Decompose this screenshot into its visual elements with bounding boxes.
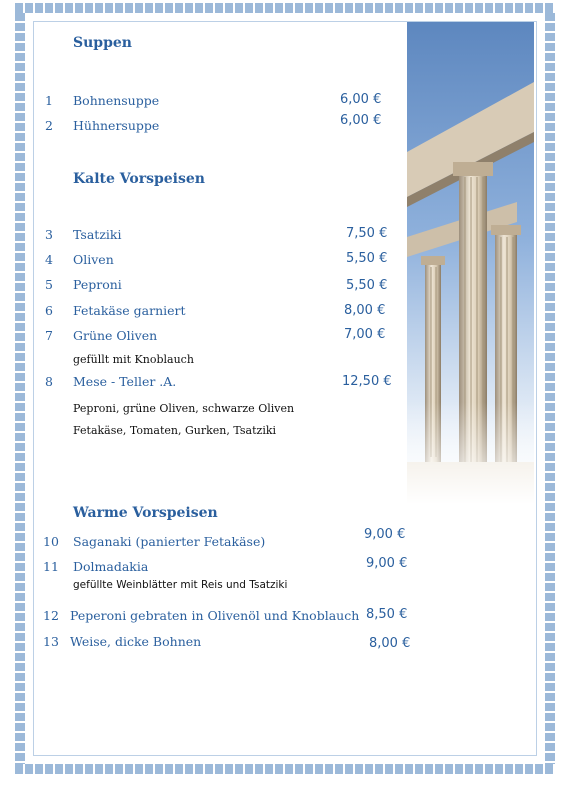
section-title-suppen: Suppen [73, 35, 132, 51]
item-name: Saganaki (panierter Fetakäse) [73, 534, 266, 549]
item-number: 2 [45, 118, 53, 133]
item-number: 7 [45, 328, 53, 343]
item-name: Peproni [73, 277, 122, 292]
item-note: gefüllte Weinblätter mit Reis und Tsatziki [73, 579, 288, 591]
item-name: Mese - Teller .A. [73, 374, 177, 389]
item-name: Peperoni gebraten in Olivenöl und Knoblauch [70, 608, 360, 623]
item-name: Dolmadakia [73, 559, 149, 574]
item-number: 13 [43, 634, 59, 649]
item-price: 8,00 € [369, 636, 411, 651]
item-price: 12,50 € [342, 374, 392, 389]
item-price: 6,00 € [340, 92, 382, 107]
item-name: Fetakäse garniert [73, 303, 186, 318]
item-number: 11 [43, 559, 59, 574]
item-note: gefüllt mit Knoblauch [73, 353, 194, 366]
item-name: Oliven [73, 252, 114, 267]
item-number: 10 [43, 534, 59, 549]
item-number: 1 [45, 93, 53, 108]
item-name: Grüne Oliven [73, 328, 158, 343]
item-price: 9,00 € [364, 527, 406, 542]
item-name: Tsatziki [73, 227, 122, 242]
item-name: Weise, dicke Bohnen [70, 634, 202, 649]
item-note-line: Peproni, grüne Oliven, schwarze Oliven [73, 402, 295, 415]
item-name: Bohnensuppe [73, 93, 160, 108]
item-number: 12 [43, 608, 59, 623]
item-price: 8,50 € [366, 607, 408, 622]
item-name: Hühnersuppe [73, 118, 160, 133]
item-price: 9,00 € [366, 556, 408, 571]
item-price: 8,00 € [344, 303, 386, 318]
section-title-kalte-vorspeisen: Kalte Vorspeisen [73, 171, 205, 187]
item-price: 7,50 € [346, 226, 388, 241]
section-title-warme-vorspeisen: Warme Vorspeisen [73, 505, 218, 521]
item-number: 5 [45, 277, 53, 292]
item-price: 5,50 € [346, 278, 388, 293]
item-price: 7,00 € [344, 327, 386, 342]
item-number: 6 [45, 303, 53, 318]
item-note-line: Fetakäse, Tomaten, Gurken, Tsatziki [73, 424, 277, 437]
item-price: 6,00 € [340, 113, 382, 128]
temple-columns-image [407, 22, 534, 504]
item-number: 3 [45, 227, 53, 242]
item-number: 4 [45, 252, 53, 267]
item-number: 8 [45, 374, 53, 389]
item-price: 5,50 € [346, 251, 388, 266]
